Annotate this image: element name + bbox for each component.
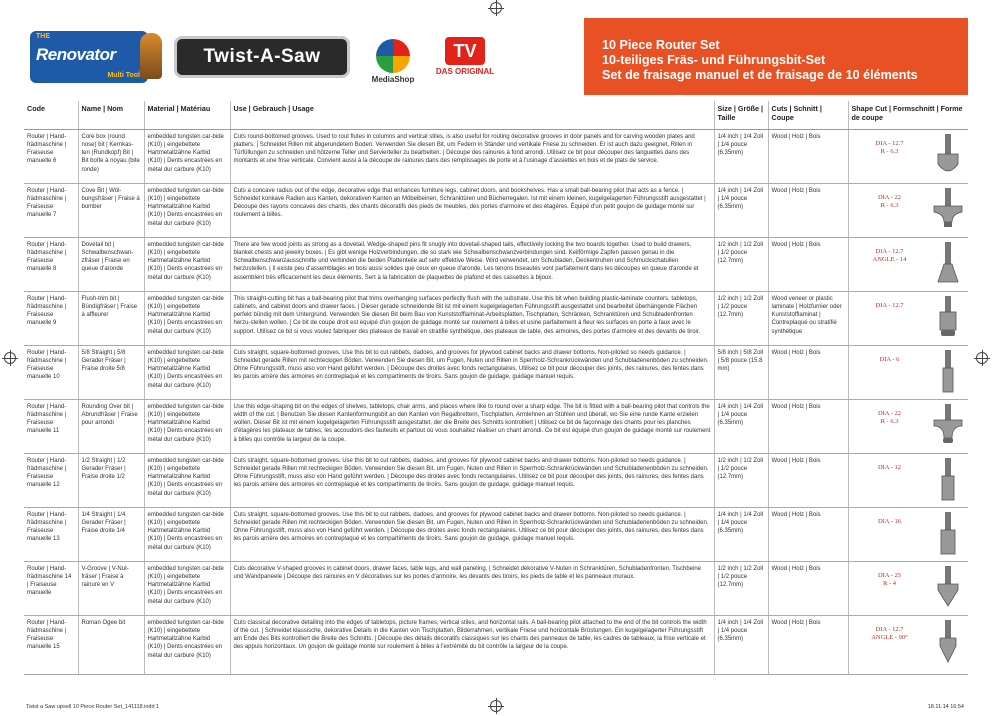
- mascot-icon: [140, 33, 162, 79]
- use-cell: Cuts decorative V-shaped grooves in cabinet doors, drawer faces, table legs, and wall paneling. | Schneidet dekorative V-Nuten in Schranktüren, Schubladenfronten, Tischbeine und Wandpaneele | Découpe des rainures en V décoratives sur les portes d'armoire, les devants des tiroirs, les pieds de table et les panneaux muraux.: [230, 561, 714, 615]
- logo-strip: [24, 18, 584, 95]
- material-cell: embedded tungsten car-bide (K10) | eingebettete Hartmetallzähne Karbid (K10) | Dents encastrées en métal dur carbure (K10): [144, 237, 230, 291]
- cuts-cell: Wood | Holz | Bois: [768, 183, 848, 237]
- cuts-cell: Wood | Holz | Bois: [768, 453, 848, 507]
- material-cell: embedded tungsten car-bide (K10) | eingebettete Hartmetallzähne Karbid (K10) | Dents encastrées en métal dur carbure (K10): [144, 561, 230, 615]
- shape-cell: [848, 561, 968, 615]
- shape-cell: [848, 507, 968, 561]
- shape-cell: [848, 615, 968, 674]
- code-cell: Router | Hand-frädmaschine | Fraiseuse manuelle 11: [24, 399, 78, 453]
- size-cell: 1/4 inch | 1/4 Zoll | 1/4 pouce (6.35mm): [714, 507, 768, 561]
- registration-mark-right: [976, 352, 988, 364]
- column-header-code: Code: [24, 101, 78, 129]
- code-cell: Router | Hand-frädmaschine | Fraiseuse manuelle 12: [24, 453, 78, 507]
- renovator-logo-text: Renovator: [36, 44, 116, 64]
- cuts-cell: Wood | Holz | Bois: [768, 507, 848, 561]
- size-cell: 1/4 inch | 1/4 Zoll | 1/4 pouce (6.35mm): [714, 399, 768, 453]
- mediashop-text: MediaShop: [371, 74, 415, 84]
- shape-cell: [848, 129, 968, 183]
- registration-mark-bottom: [490, 700, 502, 712]
- code-cell: Router | Hand-frädmaschine | Fraiseuse manuelle 13: [24, 507, 78, 561]
- roman-ogee-bit-icon: [930, 620, 966, 664]
- name-cell: 1/4 Straight | 1/4 Gerader Fräser | Fraise droite 1/4: [78, 507, 144, 561]
- shape-cell: [848, 237, 968, 291]
- name-cell: Dovetail bit | Schwalbenschwan-zfräser | Fraise en queue d'aronde: [78, 237, 144, 291]
- name-cell: V-Groove | V-Nut-fräser | Fraise à rainure en V: [78, 561, 144, 615]
- size-cell: 1/4 inch | 1/4 Zoll | 1/4 pouce (6.35mm): [714, 615, 768, 674]
- material-cell: embedded tungsten car-bide (K10) | eingebettete Hartmetallzähne Karbid (K10) | Dents encastrées en métal dur carbure (K10): [144, 129, 230, 183]
- name-cell: Roman Ogee bit: [78, 615, 144, 674]
- code-cell: Router | Hand-frädmaschine | Fraiseuse manuelle 6: [24, 129, 78, 183]
- shape-cell: [848, 399, 968, 453]
- table-row: [24, 345, 968, 399]
- table-header-row: [24, 101, 968, 129]
- use-cell: Cuts straight, square-bottomed grooves. Use this bit to cut rabbets, dadoes, and grooves for plywood cabinet backs and drawer bottoms. Non-piloted so needs guidance. | Schneidet gerade Rillen mit rechteckigen Böden. Verwenden Sie diesen Bit, um Fugen, Nuten und Rillen in Sperrholz-Schrankrückwänden und Schubladenenböden zu schneiden. Ohne Führungsstift, muss also von Hand geführt werden. | Découpe des droites avec fonds rectangulaires. Utilisez ce bit pour découper des joints, des rainures, des fentes dans les parois arrière des armoires en contreplaqué et les compartiments de tiroirs. Sans goujon de guidage, guidage manuel requis.: [230, 507, 714, 561]
- size-cell: 1/2 inch | 1/2 Zoll | 1/2 pouce (12.7mm): [714, 237, 768, 291]
- table-row: [24, 129, 968, 183]
- table-row: [24, 561, 968, 615]
- flush-trim-bit-icon: [930, 296, 966, 340]
- title-de: 10-teiliges Fräs- und Führungsbit-Set: [602, 53, 826, 67]
- cove-bit-icon: [930, 188, 966, 232]
- twist-a-saw-logo: Twist-A-Saw: [174, 36, 350, 78]
- header: [24, 18, 968, 95]
- column-header-shape: Shape Cut | Formschnitt | Forme de coupe: [848, 101, 968, 129]
- use-cell: Cuts a concave radius out of the edge, decorative edge that enhances furniture legs, cabinet doors, and bookshelves. Has a small ball-bearing pilot that acts as a fence. | Schneidet konkave Radien aus Kanten, dekorativen Kanten an Möbelbeinen, Schranktüren und Bücherregalen. Ist mit einem kleinen, kugelgelagerten Führungsstift ausgestattet | Découpe des rayons concaves des chants, des chants décoratifs des pieds de meubles, des portes d'armoire et des étagères. Équipé d'un petit goujon de guidage monté sur roulement à billes.: [230, 183, 714, 237]
- cuts-cell: Wood | Holz | Bois: [768, 129, 848, 183]
- table-row: [24, 399, 968, 453]
- router-bit-table: [24, 101, 968, 675]
- material-cell: embedded tungsten car-bide (K10) | eingebettete Hartmetallzähne Karbid (K10) | Dents encastrées en métal dur carbure (K10): [144, 453, 230, 507]
- shape-cell: [848, 345, 968, 399]
- material-cell: embedded tungsten car-bide (K10) | eingebettete Hartmetallzähne Karbid (K10) | Dents encastrées en métal dur carbure (K10): [144, 399, 230, 453]
- column-header-material: Material | Matériau: [144, 101, 230, 129]
- registration-mark-left: [4, 352, 16, 364]
- cuts-cell: Wood | Holz | Bois: [768, 237, 848, 291]
- code-cell: Router | Hand-frädmaschine | Fraiseuse manuelle 10: [24, 345, 78, 399]
- table-row: [24, 453, 968, 507]
- table-row: [24, 291, 968, 345]
- shape-dimension: DIA - 6: [879, 355, 900, 363]
- column-header-name: Name | Nom: [78, 101, 144, 129]
- shape-dimension: DIA - 22 R - 6.3: [877, 193, 902, 209]
- tv-original-text: DAS ORIGINAL: [435, 67, 495, 76]
- mediashop-logo: [364, 30, 422, 84]
- dovetail-bit-icon: [930, 242, 966, 286]
- rounding-over-bit-icon: [930, 404, 966, 448]
- column-header-use: Use | Gebrauch | Usage: [230, 101, 714, 129]
- code-cell: Router | Hand-frädmaschine | Fraiseuse manuelle 7: [24, 183, 78, 237]
- renovator-logo-sub: Multi Tool: [107, 71, 140, 79]
- tv-original-logo: [436, 30, 494, 84]
- size-cell: 5/8 inch | 5/8 Zoll | 5/8 pouce (15.8 mm): [714, 345, 768, 399]
- use-cell: There are few wood joints as strong as a dovetail. Wedge-shaped pins fit snugly into dovetail-shaped tails, effectively locking the two boards together. Used to build drawers, blanket chests and jewelry boxes. | Es gibt wenige Holzverbindungen, die so stark wie Schwalbenschwanzverbindungen sind. Keilförmige Zapfen passen genau in die Schwalbenschwanzausschnitte und verbinden die beiden Plattenteile auf sehr effektive Weise. Wird verwendet, um Schubladen, Deckentruhen und Schmuckschatullen herzustellen. | Il existe peu d'assemblages en bois aussi solides que ceux en queue d'aronde. Les tenons biseautés vont parfaitement dans les découpes en queue d'aronde et assemblent très efficacement les deux éléments. Sert à la fabrication de plaquettes de plafond et des cassettes à bijoux.: [230, 237, 714, 291]
- cuts-cell: Wood veneer or plastic laminate | Holzfurnier oder Kunststofflaminat | Contreplaqué ou stratifié synthétique: [768, 291, 848, 345]
- material-cell: embedded tungsten car-bide (K10) | eingebettete Hartmetallzähne Karbid (K10) | Dents encastrées en métal dur carbure (K10): [144, 507, 230, 561]
- table-row: [24, 507, 968, 561]
- material-cell: embedded tungsten car-bide (K10) | eingebettete Hartmetallzähne Karbid (K10) | Dents encastrées en métal dur carbure (K10): [144, 615, 230, 674]
- size-cell: 1/2 inch | 1/2 Zoll | 1/2 pouce (12.7mm): [714, 291, 768, 345]
- code-cell: Router | Hand-frädmaschine 14 | Fraiseuse manuelle: [24, 561, 78, 615]
- use-cell: This straight-cutting bit has a ball-bearing pilot that trims overhanging surfaces perfectly flush with the substrate. Use this bit when building plastic-laminate counters, tabletops, cabinets, and cabinet doors and drawer faces. | Dieser gerade schneidende Bit ist mit einem kugelgelagerten Führungsstift ausgestattet und bearbeitet überhängende Flächen perfekt bündig mit dem Untergrund. Verwenden Sie diesen Bit beim Bau von Kunststofflaminat-Arbeitsplatten, Tischplatten, Schränken, Schranktüren und Schubladenfronten herzu-stellen wollen. | Ce bit de coupe droit est équipé d'un goujon de guidage monté sur roulement à billes et usine parfaitement à fleur les surfaces en porte à faux avec le support. Utilisez ce bit si vous voulez fabriquer des plateaux de travail en stratifié synthétique, des plateaux de table, des armoires, des portes d'armoire et des devants de tiroir.: [230, 291, 714, 345]
- use-cell: Use this edge-shaping bit on the edges of shelves, tabletops, chair arms, and places where like to round over a sharp edge. The bit is fitted with a ball-bearing pilot that controls the width of the cut. | Benutzen Sie diesen Kantenformungsbit an den Kanten von Regalbrettern, Tischplatten, Armlehnen an Stühlen und überall, wo Sie eine runde Kante erzielen wollen. Dieser Bit ist mit einem kugelgelagerten Führungsstift ausgestattet, der die Breite des Schnitts kontrolliert | Utilisez ce bit de façonnage des chants pour les planches d'étagères les plateaux de tables, les accoudoirs des fauteuils et partout où vous souhaitez réaliser un chant arrondi. Ce bit est équipé d'un goujon de guidage monté sur roulement à billes qui contrôle la largeur de la coupe.: [230, 399, 714, 453]
- footer-file: Twist a Saw upsell 10 Piece Router Set_141118.indd 1: [26, 704, 160, 710]
- shape-dimension: DIA - 12: [877, 463, 902, 471]
- use-cell: Cuts straight, square-bottomed grooves. Use this bit to cut rabbets, dadoes, and grooves for plywood cabinet backs and drawer bottoms. Non-piloted so needs guidance. | Schneidet gerade Rillen mit rechteckigen Böden. Verwenden Sie diesen Bit, um Fugen, Nuten und Rillen in Sperrholz-Schrankrückwänden und Schubladenenböden zu schneiden. Ohne Führungsstift, muss also von Hand geführt werden. | Découpe des droites avec fonds rectangulaires. Utilisez ce bit pour découper des joints, des rainures, des fentes dans les parois arrière des armoires en contreplaqué et les compartiments de tiroirs. Sans goujon de guidage, guidage manuel requis.: [230, 453, 714, 507]
- core-box-bit-icon: [930, 134, 966, 178]
- table-row: [24, 183, 968, 237]
- mediashop-circle-icon: [376, 39, 410, 73]
- material-cell: embedded tungsten car-bide (K10) | eingebettete Hartmetallzähne Karbid (K10) | Dents encastrées en métal dur carbure (K10): [144, 183, 230, 237]
- use-cell: Cuts classical decorative detailing into the edges of tabletops, picture frames, vertical stiles, and horizontal rails. A ball-bearing pilot attached to the end of the bit controls the width of the cut. | Schneidet klassische, dekorative Details in die Kanten von Tischplatten, Bilderrahmen, vertikale Friese und horizontale Brüstungen. Ein kugelgelagerter Führungsstift am Ende des Bits kontrolliert die Breite des Schnitts. | Découpe des détails décoratifs classiques sur les chants des panneaux de table, les cadres de tableaux, la frise verticale et des appuis horizontaux. Un goujon de guidage monté sur roulement à billes à l'extrémité du bit contrôle la largeur de la coupe.: [230, 615, 714, 674]
- registration-mark-top: [490, 2, 502, 14]
- straight-bit-icon: [930, 512, 966, 556]
- shape-dimension: DIA - 25 R - 4: [877, 571, 902, 587]
- title-fr: Set de fraisage manuel et de fraisage de 10 éléments: [602, 68, 918, 82]
- shape-dimension: DIA - 22 R - 6.3: [877, 409, 902, 425]
- size-cell: 1/2 inch | 1/2 Zoll | 1/2 pouce (12.7mm): [714, 453, 768, 507]
- title-box: [584, 18, 968, 95]
- cuts-cell: Wood | Holz | Bois: [768, 561, 848, 615]
- size-cell: 1/4 inch | 1/4 Zoll | 1/4 pouce (6.35mm): [714, 129, 768, 183]
- use-cell: Cuts straight, square-bottomed grooves. Use this bit to cut rabbets, dadoes, and grooves for plywood cabinet backs and drawer bottoms. Non-piloted so needs guidance. | Schneidet gerade Rillen mit rechteckigen Böden. Verwenden Sie diesen Bit, um Fugen, Nuten und Rillen in Sperrholz-Schrankrückwänden und Schubladenenböden zu schneiden. Ohne Führungsstift, muss also von Hand geführt werden. | Découpe des droites avec fonds rectangulaires. Utilisez ce bit pour découper des joints, des rainures, des fentes dans les parois arrière des armoires en contreplaqué et les compartiments de tiroirs. Sans goujon de guidage, guidage manuel requis.: [230, 345, 714, 399]
- shape-cell: [848, 291, 968, 345]
- name-cell: 5/8 Straight | 5/8 Gerader Fräser | Fraise droite 5/8: [78, 345, 144, 399]
- straight-bit-icon: [930, 350, 966, 394]
- v-groove-bit-icon: [930, 566, 966, 610]
- shape-dimension: DIA - 12.7 R - 6.3: [875, 139, 904, 155]
- shape-cell: [848, 183, 968, 237]
- shape-dimension: DIA - 12.7: [875, 301, 904, 309]
- code-cell: Router | Hand-frädmaschine | Fraiseuse manuelle 9: [24, 291, 78, 345]
- shape-dimension: DIA - 12.7 ANGLE - 90°: [871, 625, 908, 641]
- footer-timestamp: 18.11.14 16:54: [927, 704, 964, 710]
- cuts-cell: Wood | Holz | Bois: [768, 399, 848, 453]
- name-cell: Flush-trim bit | Bündigfräser | Fraise à affleurer: [78, 291, 144, 345]
- name-cell: 1/2 Straight | 1/2 Gerader Fräser | Fraise droite 1/2: [78, 453, 144, 507]
- column-header-cuts: Cuts | Schnitt | Coupe: [768, 101, 848, 129]
- material-cell: embedded tungsten car-bide (K10) | eingebettete Hartmetallzähne Karbid (K10) | Dents encastrées en métal dur carbure (K10): [144, 345, 230, 399]
- renovator-logo: [30, 31, 148, 83]
- shape-dimension: DIA - 16: [877, 517, 902, 525]
- table-row: [24, 237, 968, 291]
- material-cell: embedded tungsten car-bide (K10) | eingebettete Hartmetallzähne Karbid (K10) | Dents encastrées en métal dur carbure (K10): [144, 291, 230, 345]
- size-cell: 1/4 inch | 1/4 Zoll | 1/4 pouce (6.35mm): [714, 183, 768, 237]
- name-cell: Core box (round nose) bit | Kernkas-ten (Rundkopf) Bit | Bit boîte à noyau (bite ronde): [78, 129, 144, 183]
- cuts-cell: Wood | Holz | Bois: [768, 345, 848, 399]
- use-cell: Cuts round-bottomed grooves. Used to rout flutes in columns and vertical stiles, is also useful for routing decorative grooves in door panels and for carving wooden plates and platters. | Schneidet Rillen mit abgerundetem Boden. Verwenden Sie diesen Bit, um Federn in Ständer und vertikale Friese zu schneiden. Er ist auch dazu geeignet, Rillen in Türfüllungen zu schneiden und hölzerne Teller und Servierteller zu bearbeiten. | Découpe des rainures à fond arrondi. Utilisez ce bit pour découper des languettes dans des montants et une frise verticale. Convient aussi à la découpe de rainures dans des remplissages de porte et à l'usinage d'assiettes en bois et de plats de service.: [230, 129, 714, 183]
- cuts-cell: Wood | Holz | Bois: [768, 615, 848, 674]
- column-header-size: Size | Größe | Taille: [714, 101, 768, 129]
- code-cell: Router | Hand-frädmaschine | Fraiseuse manuelle 8: [24, 237, 78, 291]
- straight-bit-icon: [930, 458, 966, 502]
- title-en: 10 Piece Router Set: [602, 38, 720, 52]
- name-cell: Rounding Over bit | Abrundfräser | Fraise pour arrondi: [78, 399, 144, 453]
- shape-dimension: DIA - 12.7 ANGLE - 14: [872, 247, 907, 263]
- shape-cell: [848, 453, 968, 507]
- name-cell: Cove Bit | Wöl-bungsfräser | Fraise à bomber: [78, 183, 144, 237]
- table-row: [24, 615, 968, 674]
- tv-box: TV: [445, 37, 485, 65]
- code-cell: Router | Hand-frädmaschine | Fraiseuse manuelle 15: [24, 615, 78, 674]
- size-cell: 1/2 inch | 1/2 Zoll | 1/2 pouce (12.7mm): [714, 561, 768, 615]
- renovator-logo-top: THE: [36, 32, 50, 40]
